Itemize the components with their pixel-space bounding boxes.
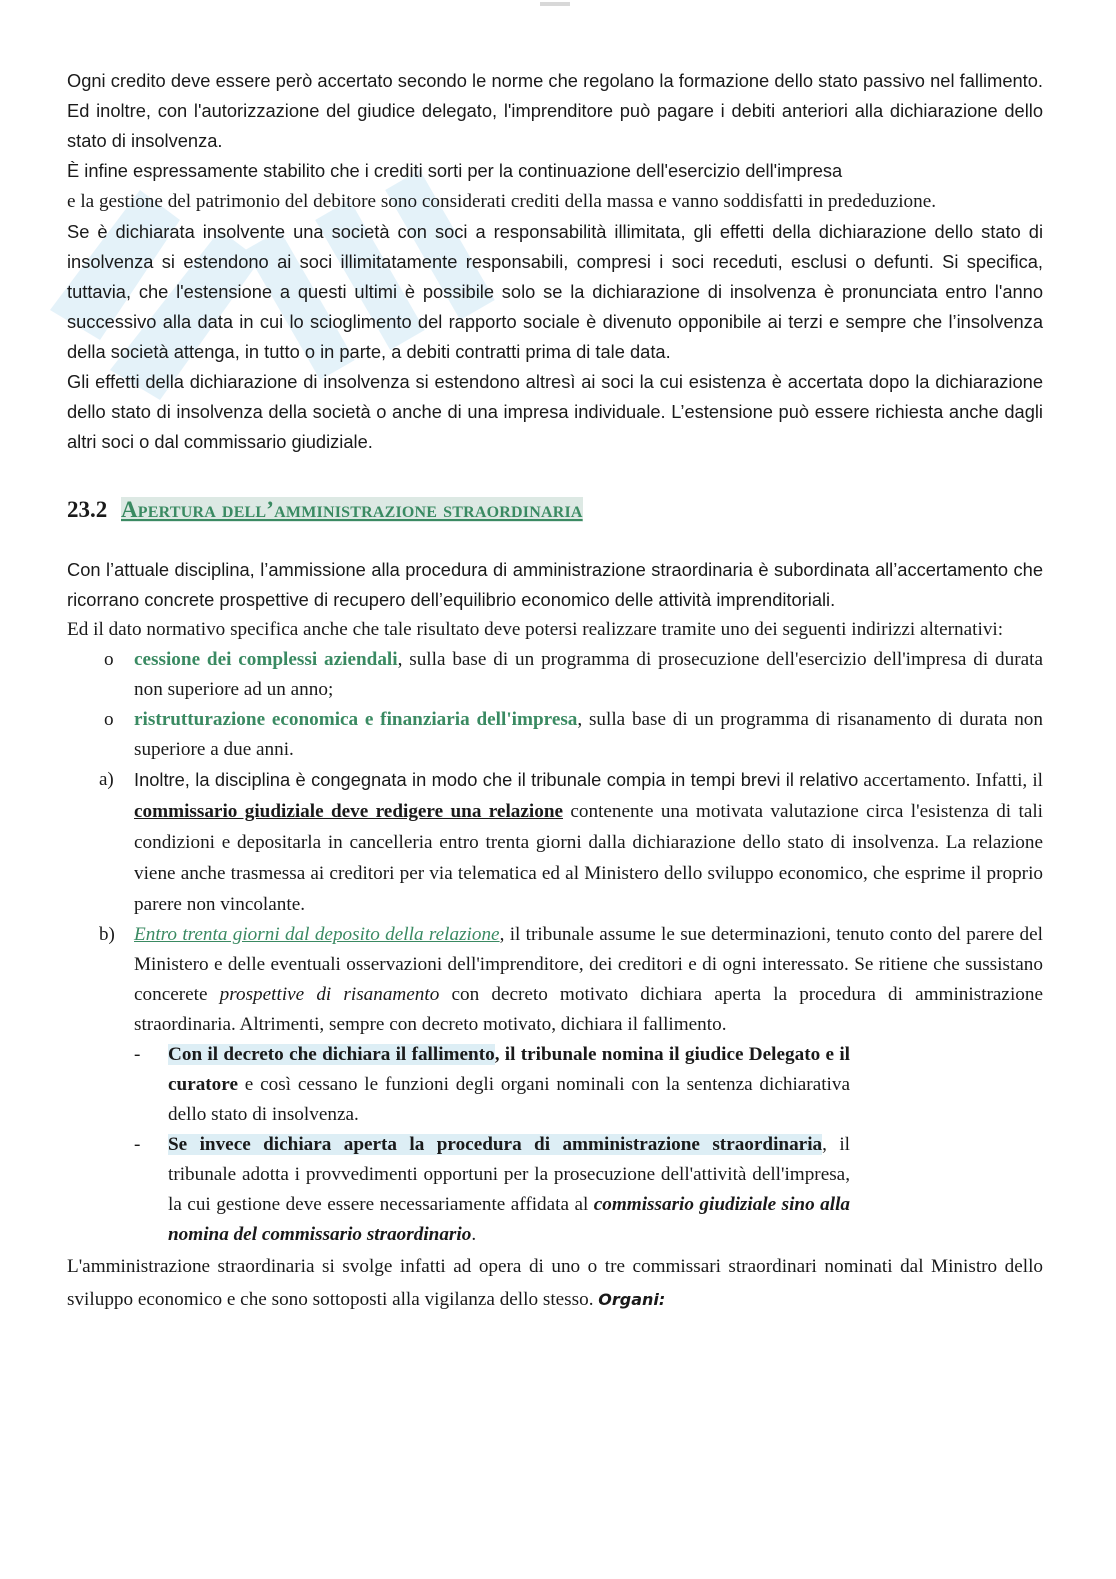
paragraph-societa-insolvente: Se è dichiarata insolvente una società con soci a responsabilità illimitata, gli effetti della dichiarazione dello stato di insolvenza si estendono ai soci illimitatamente responsabili, compresi i soci receduti, esclusi o defunti. Si specifica, tuttavia, che l'estensione a questi ultimi è possibile solo se la dichiarazione di insolvenza è pronunciata entro l'anno successivo alla data in cui lo scioglimento del rapporto sociale è divenuto opponibile ai terzi e sempre che l’insolvenza della società attenga, in tutto o in parte, a debiti contratti prima di tale data. — [67, 221, 1043, 362]
paragraph-commissari — [67, 1250, 1043, 1316]
dash2-end: . — [471, 1224, 477, 1245]
dash-marker: - — [134, 1134, 141, 1155]
item-a-text2: accertamento. Infatti, il — [858, 770, 1043, 791]
list-item — [67, 645, 1043, 705]
list-item — [67, 705, 1043, 765]
item-b-text2: , il tribunale assume le sue determinazioni, tenuto conto del parere del Ministero e delle eventuali osservazioni dell'imprenditore, dei creditori e di ogni interessato. Se ritiene che sussistano concerete — [134, 924, 1043, 1005]
paragraph-dato-normativo: Ed il dato normativo specifica anche che tale risultato deve potersi realizzare tramite uno dei seguenti indirizzi alternativi: — [67, 619, 1004, 640]
document-page — [67, 66, 1043, 1316]
paragraph-gestione: e la gestione del patrimonio del debitore sono considerati crediti della massa e vanno soddisfatti in prededuzione. — [67, 191, 937, 212]
dash2-text: , il tribunale adotta i provvedimenti opportuni per la prosecuzione dell'attività dell'impresa, la cui gestione deve essere necessariamente affidata al — [168, 1134, 850, 1215]
item-a-marker: a) — [99, 769, 114, 790]
item-a-text4: contenente una motivata valutazione circa l'esistenza di tali condizioni e depositarla in cancelleria entro trenta giorni dalla dichiarazione dello stato di insolvenza. La relazione viene anche trasmessa ai creditori per via telematica ed al Ministero dello sviluppo economico, che esprime il proprio parere non vincolante. — [134, 801, 1043, 915]
bullet-text: , sulla base di un programma di prosecuzione dell'esercizio dell'impresa di durata non superiore ad un anno; — [134, 649, 1043, 700]
item-b-italic: prospettive di risanamento — [219, 984, 440, 1005]
list-item-b — [67, 920, 1043, 1040]
section-number: 23.2 — [67, 497, 108, 522]
item-b-highlight: Entro trenta giorni dal deposito della relazione — [134, 924, 500, 945]
bullet-marker: o — [104, 649, 114, 670]
paragraph-crediti-sorti: È infine espressamente stabilito che i crediti sorti per la continuazione dell'esercizio dell'impresa — [67, 160, 843, 181]
section-heading — [67, 495, 1043, 525]
item-a-underline: commissario giudiziale deve redigere una relazione — [134, 801, 564, 822]
section-title: Apertura dell’amministrazione straordinaria — [121, 497, 583, 522]
item-b-marker: b) — [99, 924, 115, 945]
bullet-highlight: ristrutturazione economica e finanziaria dell'impresa — [134, 709, 578, 730]
alternatives-list — [67, 645, 1043, 765]
paragraph-credito — [67, 66, 1043, 217]
dash1-bold: , il tribunale nomina il giudice Delegato e il curatore — [168, 1044, 850, 1095]
item-b-text4: con decreto motivato dichiara aperta la procedura di amministrazione straordinaria. Altrimenti, sempre con decreto motivato, dichiara il fallimento. — [134, 984, 1043, 1035]
list-item-a — [67, 765, 1043, 920]
dash1-highlight: Con il decreto che dichiara il fallimento — [168, 1044, 495, 1065]
dash-item-fallimento — [67, 1040, 850, 1130]
dash2-highlight: Se invece dichiara aperta la procedura di amministrazione straordinaria — [168, 1134, 823, 1155]
bullet-marker: o — [104, 709, 114, 730]
paragraph-credito-text: Ogni credito deve essere però accertato secondo le norme che regolano la formazione dello stato passivo nel fallimento. Ed inoltre, con l'autorizzazione del giudice delegato, l'imprenditore può pagare i debiti anteriori alla dichiarazione dello stato di insolvenza. — [67, 70, 1043, 151]
paragraph-commissari-text: L'amministrazione straordinaria si svolge infatti ad opera di uno o tre commissari straordinari nominati dal Ministro dello sviluppo economico e che sono sottoposti alla vigilanza dello stesso. — [67, 1256, 1043, 1310]
dash2-bold-italic: commissario giudiziale sino alla nomina del commissario straordinario — [168, 1194, 850, 1245]
dash-item-straordinaria — [67, 1130, 850, 1250]
header-mark — [540, 2, 570, 6]
organi-label: Organi: — [598, 1290, 666, 1309]
paragraph-effetti-estensione: Gli effetti della dichiarazione di insolvenza si estendono altresì ai soci la cui esistenza è accertata dopo la dichiarazione dello stato di insolvenza della società o anche di una impresa individuale. L’estensione può essere richiesta anche dagli altri soci o dal commissario giudiziale. — [67, 371, 1043, 452]
bullet-text: , sulla base di un programma di risanamento di durata non superiore a due anni. — [134, 709, 1043, 760]
item-a-text1: Inoltre, la disciplina è congegnata in modo che il tribunale compia in tempi brevi il relativo — [134, 769, 859, 790]
dash-marker: - — [134, 1044, 141, 1065]
paragraph-attuale-disciplina: Con l’attuale disciplina, l’ammissione alla procedura di amministrazione straordinaria è subordinata all’accertamento che ricorrano concrete prospettive di recupero dell’equilibrio economico delle attività imprenditoriali. — [67, 559, 1043, 610]
dash1-text: e così cessano le funzioni degli organi nominali con la sentenza dichiarativa dello stato di insolvenza. — [168, 1074, 850, 1125]
bullet-highlight: cessione dei complessi aziendali — [134, 649, 398, 670]
